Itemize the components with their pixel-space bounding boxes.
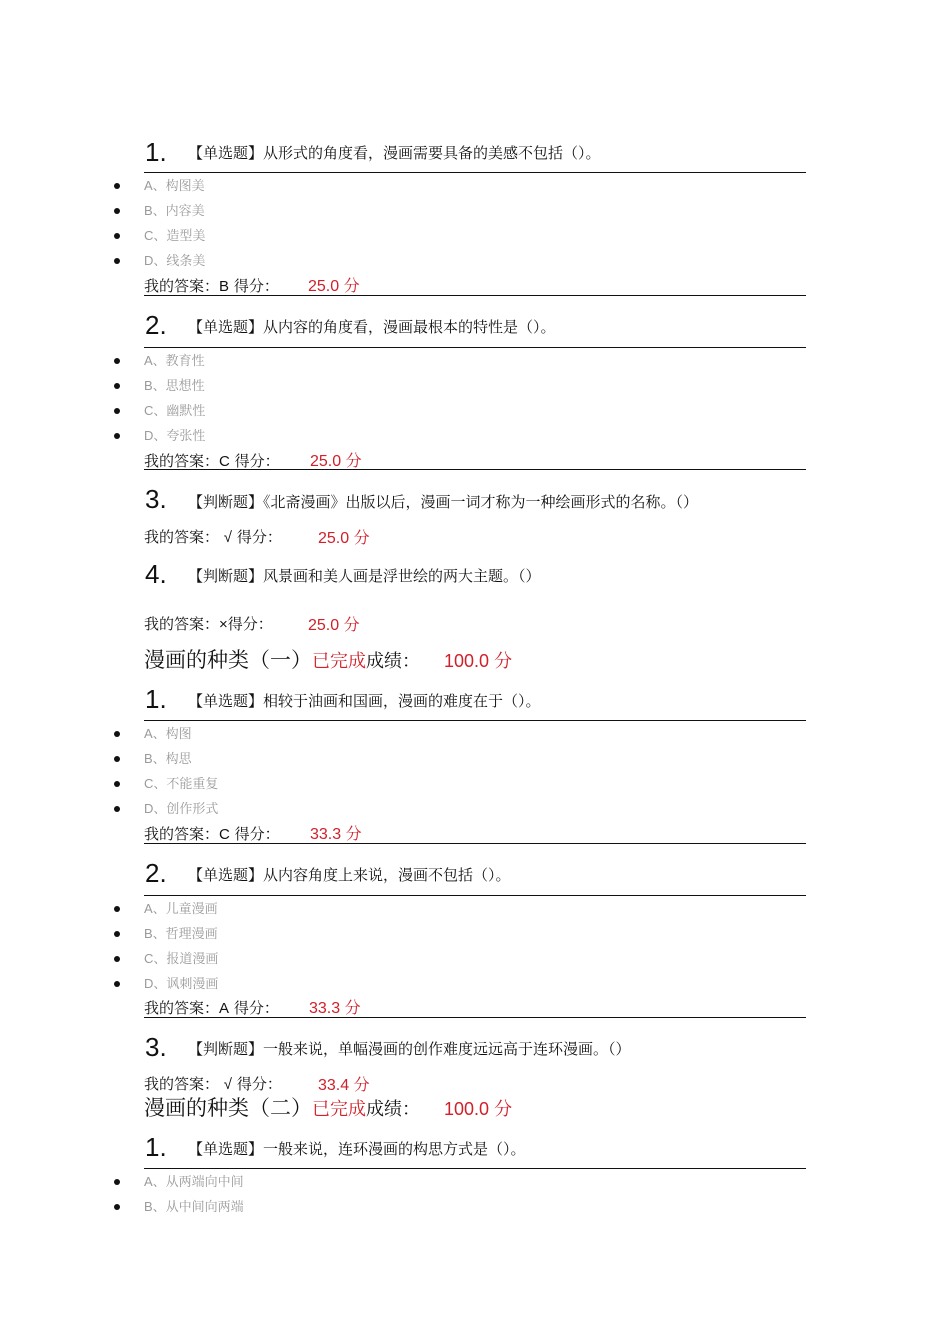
- option-d[interactable]: D、创作形式: [144, 801, 219, 817]
- divider: [144, 172, 806, 173]
- bullet-icon: [114, 781, 120, 787]
- option-d[interactable]: D、线条美: [144, 253, 206, 269]
- my-answer: 我的答案：C 得分：: [144, 452, 280, 470]
- question-text: 【单选题】从内容的角度看，漫画最根本的特性是（）。: [188, 318, 556, 336]
- question-number: 2.: [145, 310, 167, 340]
- score: 25.0 分: [310, 451, 362, 470]
- divider: [144, 1017, 806, 1018]
- bullet-icon: [114, 208, 120, 214]
- divider: [144, 720, 806, 721]
- option-a[interactable]: A、构图: [144, 726, 192, 742]
- section-grade: 100.0 分: [444, 651, 513, 671]
- grade-label: 成绩：: [366, 651, 420, 672]
- option-c[interactable]: C、幽默性: [144, 403, 206, 419]
- bullet-icon: [114, 408, 120, 414]
- score: 33.3 分: [309, 998, 361, 1017]
- bullet-icon: [114, 358, 120, 364]
- section-header: [144, 648, 512, 674]
- question-text: 【单选题】从形式的角度看，漫画需要具备的美感不包括（）。: [188, 144, 601, 162]
- bullet-icon: [114, 906, 120, 912]
- question-text: 【判断题】一般来说，单幅漫画的创作难度远远高于连环漫画。（）: [188, 1040, 631, 1058]
- bullet-icon: [114, 433, 120, 439]
- score: 25.0 分: [308, 276, 360, 295]
- bullet-icon: [114, 258, 120, 264]
- score: 33.3 分: [310, 824, 362, 843]
- option-b[interactable]: B、构思: [144, 751, 192, 767]
- score: 25.0 分: [318, 528, 370, 547]
- section-header: [144, 1096, 512, 1122]
- bullet-icon: [114, 806, 120, 812]
- option-b[interactable]: B、从中间向两端: [144, 1199, 244, 1215]
- score: 33.4 分: [318, 1075, 370, 1094]
- question-text: 【单选题】相较于油画和国画，漫画的难度在于（）。: [188, 692, 541, 710]
- bullet-icon: [114, 731, 120, 737]
- question-number: 3.: [145, 484, 167, 514]
- bullet-icon: [114, 981, 120, 987]
- option-c[interactable]: C、造型美: [144, 228, 206, 244]
- section-grade: 100.0 分: [444, 1099, 513, 1119]
- bullet-icon: [114, 931, 120, 937]
- divider: [144, 295, 806, 296]
- question-number: 1.: [145, 684, 167, 714]
- status-badge: 已完成: [312, 651, 366, 672]
- question-number: 4.: [145, 559, 167, 589]
- option-a[interactable]: A、构图美: [144, 178, 205, 194]
- bullet-icon: [114, 756, 120, 762]
- question-text: 【单选题】一般来说，连环漫画的构思方式是（）。: [188, 1140, 526, 1158]
- my-answer: 我的答案：C 得分：: [144, 825, 280, 843]
- option-c[interactable]: C、不能重复: [144, 776, 219, 792]
- divider: [144, 895, 806, 896]
- option-c[interactable]: C、报道漫画: [144, 951, 219, 967]
- bullet-icon: [114, 233, 120, 239]
- option-a[interactable]: A、儿童漫画: [144, 901, 218, 917]
- divider: [144, 347, 806, 348]
- my-answer: 我的答案：×得分：: [144, 615, 273, 633]
- question-number: 3.: [145, 1032, 167, 1062]
- my-answer: 我的答案： √ 得分：: [144, 528, 282, 546]
- divider: [144, 469, 806, 470]
- my-answer: 我的答案： √ 得分：: [144, 1075, 282, 1093]
- section-title: 漫画的种类（二）: [144, 1096, 312, 1120]
- question-number: 1.: [145, 137, 167, 167]
- option-a[interactable]: A、从两端向中间: [144, 1174, 244, 1190]
- my-answer: 我的答案：A 得分：: [144, 999, 279, 1017]
- section-title: 漫画的种类（一）: [144, 648, 312, 672]
- question-text: 【判断题】风景画和美人画是浮世绘的两大主题。（）: [188, 567, 541, 585]
- my-answer: 我的答案：B 得分：: [144, 277, 279, 295]
- bullet-icon: [114, 956, 120, 962]
- score: 25.0 分: [308, 615, 360, 634]
- bullet-icon: [114, 1179, 120, 1185]
- bullet-icon: [114, 1204, 120, 1210]
- divider: [144, 1168, 806, 1169]
- bullet-icon: [114, 183, 120, 189]
- option-d[interactable]: D、夸张性: [144, 428, 206, 444]
- option-a[interactable]: A、教育性: [144, 353, 205, 369]
- grade-label: 成绩：: [366, 1099, 420, 1120]
- option-b[interactable]: B、思想性: [144, 378, 205, 394]
- option-b[interactable]: B、内容美: [144, 203, 205, 219]
- question-text: 【判断题】《北斋漫画》出版以后，漫画一词才称为一种绘画形式的名称。（）: [188, 493, 699, 511]
- bullet-icon: [114, 383, 120, 389]
- question-text: 【单选题】从内容角度上来说，漫画不包括（）。: [188, 866, 511, 884]
- option-b[interactable]: B、哲理漫画: [144, 926, 218, 942]
- question-number: 1.: [145, 1132, 167, 1162]
- divider: [144, 843, 806, 844]
- status-badge: 已完成: [312, 1099, 366, 1120]
- option-d[interactable]: D、讽刺漫画: [144, 976, 219, 992]
- question-number: 2.: [145, 858, 167, 888]
